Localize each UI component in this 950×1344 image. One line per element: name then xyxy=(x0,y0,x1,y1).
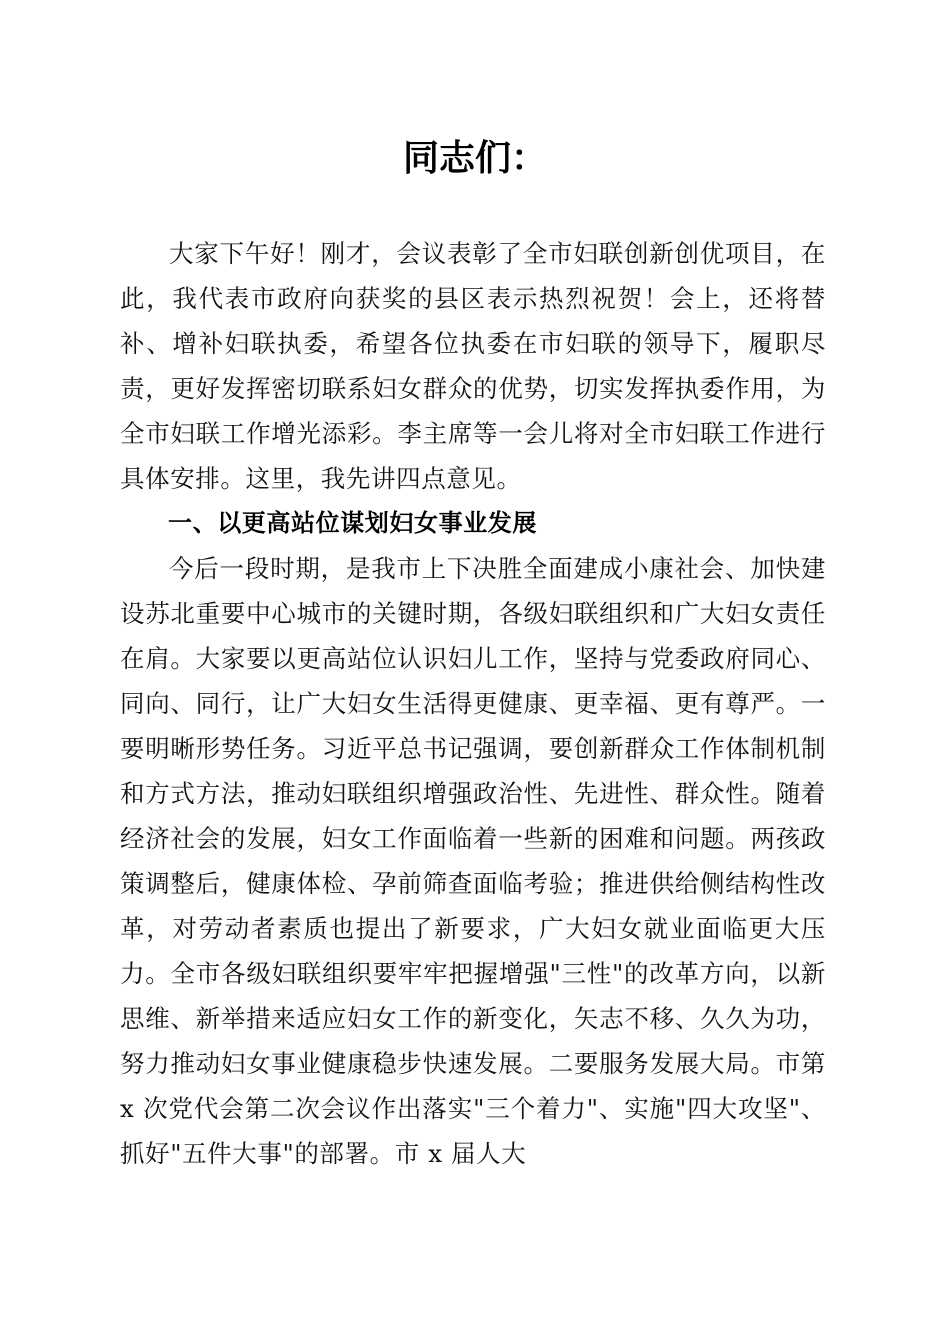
document-body xyxy=(120,231,826,1176)
opening-paragraph: 大家下午好！刚才，会议表彰了全市妇联创新创优项目，在此，我代表市政府向获奖的县区表示热烈祝贺！会上，还将替补、增补妇联执委，希望各位执委在市妇联的领导下，履职尽责，更好发挥密切联系妇女群众的优势，切实发挥执委作用，为全市妇联工作增光添彩。李主席等一会儿将对全市妇联工作进行具体安排。这里，我先讲四点意见。 xyxy=(120,239,826,493)
page-title: 同志们： xyxy=(402,137,547,179)
section-heading-1: 一、以更高站位谋划妇女事业发展 xyxy=(168,509,537,537)
section-1-paragraph: 今后一段时期，是我市上下决胜全面建成小康社会、加快建设苏北重要中心城市的关键时期，各级妇联组织和广大妇女责任在肩。大家要以更高站位认识妇儿工作，坚持与党委政府同心、同向、同行，让广大妇女生活得更健康、更幸福、更有尊严。一要明晰形势任务。习近平总书记强调，要创新群众工作体制机制和方式方法，推动妇联组织增强政治性、先进性、群众性。随着经济社会的发展，妇女工作面临着一些新的困难和问题。两孩政策调整后，健康体检、孕前筛查面临考验；推进供给侧结构性改革，对劳动者素质也提出了新要求，广大妇女就业面临更大压力。全市各级妇联组织要牢牢把握增强"三性"的改革方向，以新思维、新举措来适应妇女工作的新变化，矢志不移、久久为功，努力推动妇女事业健康稳步快速发展。二要服务发展大局。市第 x 次党代会第二次会议作出落实"三个着力"、实施"四大攻坚"、抓好"五件大事"的部署。市 x 届人大 xyxy=(120,554,826,1168)
